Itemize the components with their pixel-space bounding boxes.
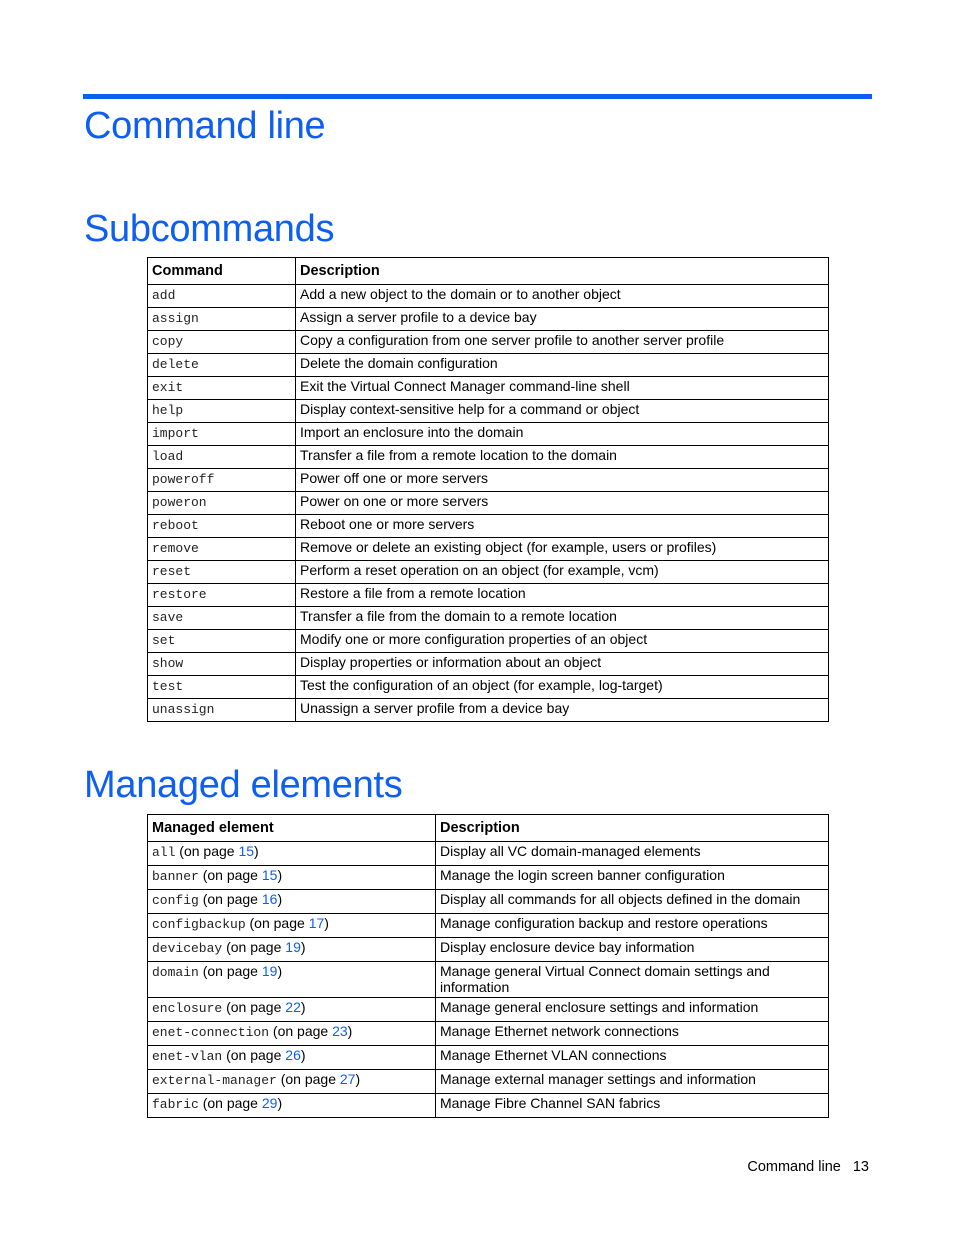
description-cell: Transfer a file from a remote location to the domain: [296, 446, 829, 469]
command-cell: [148, 561, 296, 584]
command-name: poweroff: [152, 472, 215, 487]
command-name: reset: [152, 564, 192, 579]
table-row: [148, 630, 829, 653]
table-row: [148, 285, 829, 308]
table-row: [148, 354, 829, 377]
page-link[interactable]: 23: [332, 1023, 348, 1039]
description-cell: Delete the domain configuration: [296, 354, 829, 377]
command-name: exit: [152, 380, 184, 395]
element-name: configbackup: [152, 917, 246, 932]
element-cell: [148, 998, 436, 1022]
on-page-prefix: (on page: [202, 867, 262, 883]
description-cell: Display enclosure device bay information: [436, 938, 829, 962]
on-page-suffix: ): [300, 939, 306, 955]
description-cell: Exit the Virtual Connect Manager command-line shell: [296, 377, 829, 400]
table-row: [148, 842, 829, 866]
on-page-prefix: (on page: [202, 891, 262, 907]
description-cell: Perform a reset operation on an object (for example, vcm): [296, 561, 829, 584]
description-cell: Manage general Virtual Connect domain settings and information: [436, 962, 829, 998]
page-link[interactable]: 29: [261, 1095, 278, 1111]
description-cell: Display all commands for all objects defined in the domain: [436, 890, 829, 914]
table-row: [148, 492, 829, 515]
command-name: set: [152, 633, 176, 648]
command-cell: [148, 423, 296, 446]
table-row: [148, 866, 829, 890]
on-page-suffix: ): [347, 1023, 353, 1039]
command-cell: [148, 584, 296, 607]
command-cell: [148, 515, 296, 538]
command-name: import: [152, 426, 199, 441]
description-cell: Display all VC domain-managed elements: [436, 842, 829, 866]
element-name: enet-vlan: [152, 1049, 223, 1064]
description-cell: Manage external manager settings and information: [436, 1070, 829, 1094]
on-page-suffix: ): [277, 1095, 283, 1111]
command-cell: [148, 377, 296, 400]
description-cell: Remove or delete an existing object (for example, users or profiles): [296, 538, 829, 561]
table-header-row: [148, 815, 829, 842]
description-cell: Manage the login screen banner configuration: [436, 866, 829, 890]
on-page-suffix: ): [324, 915, 329, 931]
description-cell: Manage general enclosure settings and information: [436, 998, 829, 1022]
table-row: [148, 998, 829, 1022]
command-name: save: [152, 610, 184, 625]
command-name: restore: [152, 587, 207, 602]
command-cell: [148, 676, 296, 699]
element-cell: [148, 1022, 436, 1046]
command-name: poweron: [152, 495, 207, 510]
element-name: domain: [152, 965, 199, 980]
on-page-prefix: (on page: [280, 1071, 340, 1087]
footer-section-title: Command line: [747, 1159, 841, 1175]
table-row: [148, 607, 829, 630]
subcommands-table: [147, 257, 829, 722]
chapter-rule: [83, 94, 872, 99]
description-cell: Modify one or more configuration properties of an object: [296, 630, 829, 653]
col-command-header: Command: [148, 258, 296, 285]
command-cell: [148, 469, 296, 492]
table-row: [148, 446, 829, 469]
element-name: enet-connection: [152, 1025, 270, 1040]
table-row: [148, 914, 829, 938]
command-cell: [148, 699, 296, 722]
table-row: [148, 308, 829, 331]
on-page-suffix: ): [277, 867, 283, 883]
page-link[interactable]: 17: [308, 915, 325, 931]
managed-elements-heading: Managed elements: [84, 764, 403, 806]
on-page-prefix: (on page: [202, 963, 262, 979]
table-header-row: [148, 258, 829, 285]
on-page-prefix: (on page: [226, 999, 286, 1015]
on-page-prefix: (on page: [249, 915, 309, 931]
on-page-suffix: ): [254, 843, 259, 859]
table-row: [148, 962, 829, 998]
command-cell: [148, 630, 296, 653]
table-row: [148, 423, 829, 446]
element-name: config: [152, 893, 199, 908]
on-page-prefix: (on page: [272, 1023, 333, 1039]
element-cell: [148, 866, 436, 890]
on-page-prefix: (on page: [179, 843, 239, 859]
table-row: [148, 1046, 829, 1070]
command-name: test: [152, 679, 184, 694]
page-link[interactable]: 19: [261, 963, 278, 979]
table-row: [148, 1070, 829, 1094]
table-row: [148, 331, 829, 354]
description-cell: Manage Ethernet VLAN connections: [436, 1046, 829, 1070]
description-cell: Unassign a server profile from a device bay: [296, 699, 829, 722]
chapter-title: Command line: [84, 105, 326, 147]
description-cell: Transfer a file from the domain to a remote location: [296, 607, 829, 630]
table-row: [148, 584, 829, 607]
command-name: delete: [152, 357, 199, 372]
element-name: external-manager: [152, 1073, 277, 1088]
element-cell: [148, 890, 436, 914]
description-cell: Display context-sensitive help for a command or object: [296, 400, 829, 423]
col-description-header: Description: [436, 815, 829, 842]
table-row: [148, 890, 829, 914]
command-cell: [148, 446, 296, 469]
description-cell: Power on one or more servers: [296, 492, 829, 515]
element-name: fabric: [152, 1097, 199, 1112]
on-page-suffix: ): [277, 963, 283, 979]
description-cell: Manage Ethernet network connections: [436, 1022, 829, 1046]
description-cell: Import an enclosure into the domain: [296, 423, 829, 446]
command-cell: [148, 492, 296, 515]
command-name: help: [152, 403, 184, 418]
description-cell: Manage configuration backup and restore operations: [436, 914, 829, 938]
command-name: unassign: [152, 702, 215, 717]
on-page-prefix: (on page: [202, 1095, 262, 1111]
table-row: [148, 653, 829, 676]
element-name: enclosure: [152, 1001, 223, 1016]
col-element-header: Managed element: [148, 815, 436, 842]
table-row: [148, 469, 829, 492]
command-name: add: [152, 288, 176, 303]
managed-elements-table: [147, 814, 829, 1118]
command-cell: [148, 607, 296, 630]
description-cell: Display properties or information about an object: [296, 653, 829, 676]
element-cell: [148, 938, 436, 962]
table-row: [148, 676, 829, 699]
description-cell: Reboot one or more servers: [296, 515, 829, 538]
page-number: 13: [852, 1159, 869, 1175]
page-link[interactable]: 15: [261, 867, 278, 883]
command-cell: [148, 308, 296, 331]
element-cell: [148, 842, 436, 866]
table-row: [148, 377, 829, 400]
description-cell: Copy a configuration from one server profile to another server profile: [296, 331, 829, 354]
command-cell: [148, 538, 296, 561]
command-name: copy: [152, 334, 184, 349]
table-row: [148, 938, 829, 962]
description-cell: Power off one or more servers: [296, 469, 829, 492]
page-link[interactable]: 26: [285, 1047, 301, 1063]
command-cell: [148, 653, 296, 676]
subcommands-heading: Subcommands: [84, 208, 335, 250]
element-cell: [148, 962, 436, 998]
on-page-suffix: ): [277, 891, 283, 907]
element-cell: [148, 1046, 436, 1070]
table-row: [148, 538, 829, 561]
on-page-suffix: ): [300, 999, 306, 1015]
element-name: all: [152, 845, 176, 860]
table-row: [148, 515, 829, 538]
col-description-header: Description: [296, 258, 829, 285]
element-cell: [148, 1094, 436, 1118]
element-cell: [148, 914, 436, 938]
table-row: [148, 561, 829, 584]
command-cell: [148, 400, 296, 423]
command-cell: [148, 331, 296, 354]
element-name: banner: [152, 869, 199, 884]
page-link[interactable]: 22: [285, 999, 301, 1015]
command-name: assign: [152, 311, 199, 326]
page-link[interactable]: 19: [285, 939, 301, 955]
command-name: load: [152, 449, 184, 464]
page-link[interactable]: 15: [238, 843, 255, 859]
command-name: show: [152, 656, 184, 671]
description-cell: Restore a file from a remote location: [296, 584, 829, 607]
description-cell: Assign a server profile to a device bay: [296, 308, 829, 331]
page-link[interactable]: 27: [339, 1071, 356, 1087]
on-page-prefix: (on page: [226, 1047, 286, 1063]
table-row: [148, 1094, 829, 1118]
table-row: [148, 699, 829, 722]
page-link[interactable]: 16: [261, 891, 278, 907]
command-name: reboot: [152, 518, 199, 533]
element-cell: [148, 1070, 436, 1094]
on-page-prefix: (on page: [226, 939, 286, 955]
element-name: devicebay: [152, 941, 223, 956]
on-page-suffix: ): [355, 1071, 361, 1087]
command-name: remove: [152, 541, 199, 556]
command-cell: [148, 354, 296, 377]
table-row: [148, 400, 829, 423]
table-row: [148, 1022, 829, 1046]
page-footer: [747, 1159, 869, 1175]
command-cell: [148, 285, 296, 308]
description-cell: Add a new object to the domain or to another object: [296, 285, 829, 308]
on-page-suffix: ): [300, 1047, 306, 1063]
description-cell: Manage Fibre Channel SAN fabrics: [436, 1094, 829, 1118]
description-cell: Test the configuration of an object (for example, log-target): [296, 676, 829, 699]
